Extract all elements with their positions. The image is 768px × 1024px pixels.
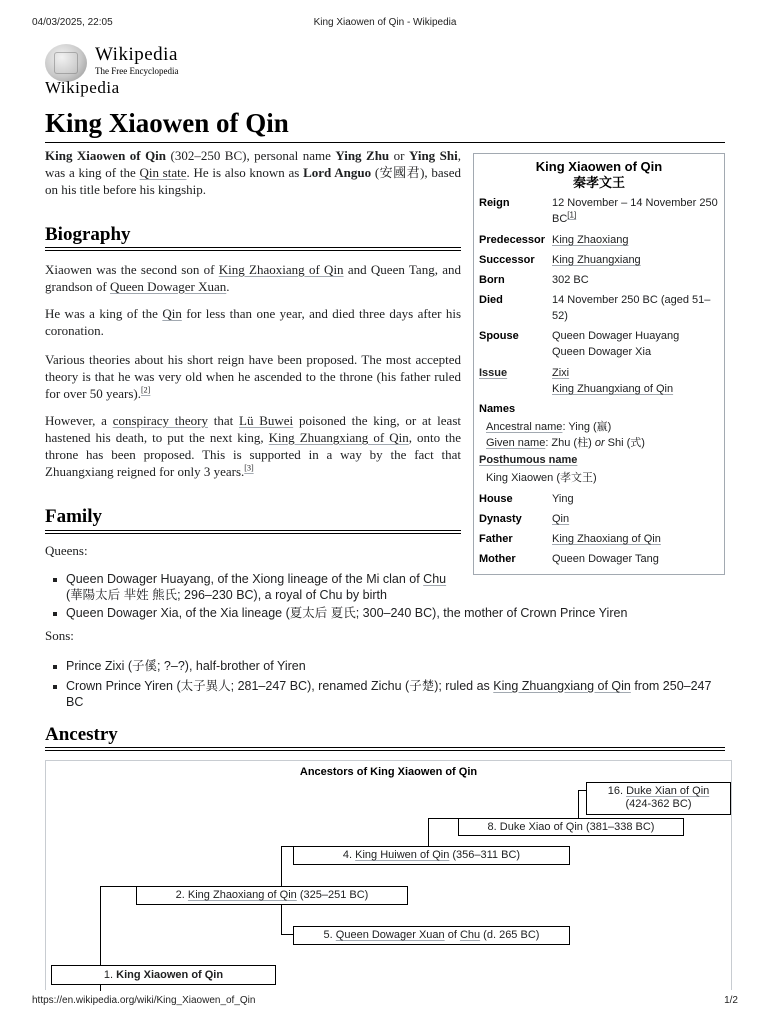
logo-tagline: The Free Encyclopedia <box>95 66 179 76</box>
family-divider <box>45 530 461 534</box>
tree-connector <box>281 934 293 935</box>
tree-connector <box>428 818 458 819</box>
ancestor-zhaoxiang-link[interactable]: King Zhaoxiang of Qin <box>187 889 297 901</box>
king-zhaoxiang-link[interactable]: King Zhaoxiang of Qin <box>218 262 344 277</box>
issue-link[interactable]: Issue <box>479 367 508 379</box>
ancestry-table-title: Ancestors of King Xiaowen of Qin <box>299 766 478 778</box>
biography-heading: Biography <box>45 224 131 245</box>
ancestral-name-link[interactable]: Ancestral name <box>486 421 563 433</box>
lead-name: King Xiaowen of Qin <box>45 148 167 163</box>
father-link[interactable]: King Zhaoxiang of Qin <box>552 533 661 545</box>
list-item: Prince Zixi (子傒; ?–?), half-brother of Yiren <box>45 658 725 674</box>
qin-link[interactable]: Qin <box>162 306 182 321</box>
list-item: Queen Dowager Huayang, of the Xiong lineage of the Mi clan of Chu (華陽太后 芈姓 熊氏; 296–230 BC), a royal of Chu by birth <box>45 571 455 603</box>
family-heading: Family <box>45 506 102 527</box>
given-name-link[interactable]: Given name <box>486 437 546 449</box>
page-title: King Xiaowen of Qin <box>45 108 289 138</box>
sons-label: Sons: <box>45 628 74 643</box>
infobox-posthumous-value: King Xiaowen (孝文王) <box>486 472 597 484</box>
infobox: King Xiaowen of Qin 秦孝文王 Reign 12 November – 14 November 250 BC[1] Predecessor King Zhaoxiang Successor King Zhuangxiang Born 302 BC Died 14 November 250 BC (aged 51–52) Spouse Queen Dowager Huayang Queen Dowager Xia Issue Zixi King Zhuangxiang of Qin Names Ancestral name: Ying (嬴) Given name: Zhu (柱) or Shi (式) Posthumous name King Xiaowen (孝文王) House Ying Dynasty Qin Father King Zhaoxiang of Qin Mother Queen Dowager Tang <box>473 153 725 575</box>
infobox-given-name: Given name: Zhu (柱) or Shi (式) <box>486 437 645 449</box>
issue-zhuangxiang-link[interactable]: King Zhuangxiang of Qin <box>552 383 674 395</box>
print-page-title: King Xiaowen of Qin - Wikipedia <box>313 17 457 28</box>
chu-link[interactable]: Chu <box>423 572 447 586</box>
posthumous-name-link[interactable]: Posthumous name <box>479 454 578 466</box>
qin-state-link[interactable]: Qin state <box>139 165 187 180</box>
reference-3-link[interactable]: [3] <box>244 463 254 473</box>
reference-2-link[interactable]: [2] <box>141 385 151 395</box>
infobox-title-chinese: 秦孝文王 <box>572 175 625 190</box>
ancestor-chu-link[interactable]: Chu <box>459 929 481 941</box>
zixi-link[interactable]: Zixi <box>552 367 570 379</box>
list-item: Crown Prince Yiren (太子異人; 281–247 BC), renamed Zichu (子楚); ruled as King Zhuangxiang of Qin from 250–247 BC <box>45 678 725 710</box>
lu-buwei-link[interactable]: Lü Buwei <box>239 413 294 428</box>
king-zhuangxiang-link[interactable]: King Zhuangxiang of Qin <box>268 430 409 445</box>
ancestor-2: 2. King Zhaoxiang of Qin (325–251 BC) <box>136 886 408 905</box>
sons-list <box>45 658 725 710</box>
ancestor-xuan-link[interactable]: Queen Dowager Xuan <box>335 929 445 941</box>
queens-list <box>45 571 725 621</box>
wikipedia-globe-icon <box>45 44 87 82</box>
biography-paragraph-3: Various theories about his short reign have been proposed. The most accepted theory is that he was very old when he ascended to the throne (his father ruled for over 50 years).[2] <box>45 352 461 401</box>
ancestor-4: 4. King Huiwen of Qin (356–311 BC) <box>293 846 570 865</box>
reference-1-link[interactable]: [1] <box>567 210 577 220</box>
successor-link[interactable]: King Zhuangxiang <box>552 254 641 266</box>
print-page-number: 1/2 <box>724 995 738 1006</box>
ancestor-5: 5. Queen Dowager Xuan of Chu (d. 265 BC) <box>293 926 570 945</box>
logo-wordmark-secondary: Wikipedia <box>45 78 120 97</box>
ancestor-8: 8. Duke Xiao of Qin (381–338 BC) <box>458 818 684 836</box>
ancestor-1: 1. King Xiaowen of Qin <box>51 965 276 985</box>
logo-wordmark: Wikipedia <box>95 44 178 65</box>
tree-connector <box>100 886 136 887</box>
infobox-ancestral-name: Ancestral name: Ying (嬴) <box>486 421 612 433</box>
conspiracy-theory-link[interactable]: conspiracy theory <box>112 413 208 428</box>
duke-xian-link[interactable]: Duke Xian of Qin <box>626 785 710 797</box>
biography-paragraph-4: However, a conspiracy theory that Lü Buwei poisoned the king, or at least hastened his death, to put the next king, King Zhuangxiang of Qin, onto the throne has been proposed. This is supported in a way by the fact that Zhuangxiang reigned for only 3 years.[3] <box>45 413 462 479</box>
tree-connector <box>578 790 586 791</box>
predecessor-link[interactable]: King Zhaoxiang <box>552 234 629 246</box>
biography-divider <box>45 247 461 251</box>
print-datetime: 04/03/2025, 22:05 <box>32 17 113 28</box>
biography-paragraph-1: Xiaowen was the second son of King Zhaoxiang of Qin and Queen Tang, and grandson of Queen Dowager Xuan. <box>45 262 462 294</box>
print-url: https://en.wikipedia.org/wiki/King_Xiaowen_of_Qin <box>32 995 256 1006</box>
infobox-title: King Xiaowen of Qin 秦孝文王 <box>474 159 724 191</box>
yiren-zhuangxiang-link[interactable]: King Zhuangxiang of Qin <box>493 679 631 693</box>
lead-paragraph: King Xiaowen of Qin (302–250 BC), personal name Ying Zhu or Ying Shi, was a king of the Qin state. He is also known as Lord Anguo (安國君), based on his title before his kingship. <box>45 148 461 197</box>
wikipedia-logo[interactable] <box>45 44 245 96</box>
queen-dowager-xuan-link[interactable]: Queen Dowager Xuan <box>110 279 227 294</box>
tree-connector <box>428 818 429 846</box>
ancestry-table <box>45 760 732 990</box>
ancestor-16: 16. Duke Xian of Qin (424-362 BC) <box>586 782 731 815</box>
queens-label: Queens: <box>45 543 88 558</box>
ancestry-heading: Ancestry <box>45 724 118 745</box>
dynasty-link[interactable]: Qin <box>552 513 570 525</box>
title-divider <box>45 142 725 143</box>
list-item: Queen Dowager Xia, of the Xia lineage (夏太后 夏氏; 300–240 BC), the mother of Crown Prince Yiren <box>45 605 725 621</box>
tree-connector <box>281 846 293 847</box>
tree-connector <box>578 790 579 818</box>
king-huiwen-link[interactable]: King Huiwen of Qin <box>355 849 450 861</box>
biography-paragraph-2: He was a king of the Qin for less than one year, and died three days after his coronation. <box>45 306 461 338</box>
ancestry-divider <box>45 747 725 751</box>
